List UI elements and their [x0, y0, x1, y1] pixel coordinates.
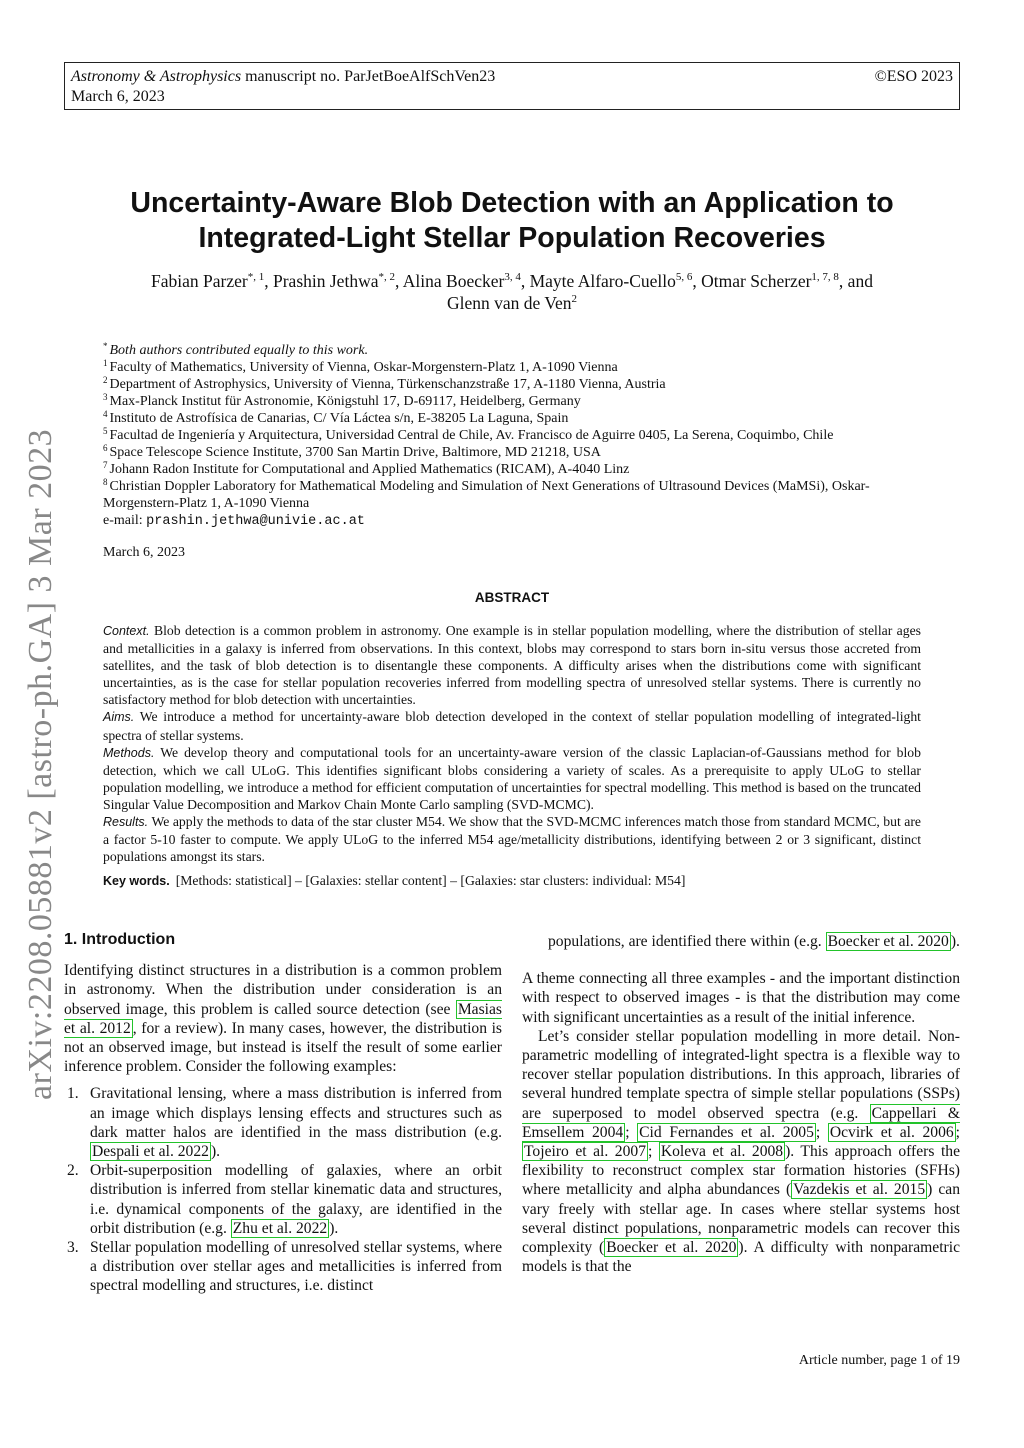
affil-text: Johann Radon Institute for Computational and Applied Mathematics (RICAM), A-4040 Linz [109, 462, 630, 477]
list-item-continuation [522, 932, 960, 951]
affil-text: Christian Doppler Laboratory for Mathematical Modeling and Simulation of Next Generations of Ultrasound Devices (MaMSi), Oskar-Morgenstern-Platz 1, A-1090 Vienna [103, 479, 870, 511]
author-affil-mark: *, 1 [247, 271, 265, 283]
context-text: Blob detection is a common problem in astronomy. One example is in stellar population modelling, where the distribution of stellar ages and metallicities in a galaxy is inferred from observations. In this context, blobs may correspond to stars born in-situ versus those accreted from satellites, and the task of blob detection is to disentangle these components. A difficulty arises when the distributions come with significant uncertainties, as is the case for stellar population recoveries inferred from modelling spectra of unresolved stellar systems. There is currently no satisfactory method for blob detection with uncertainties. [103, 623, 921, 708]
methods-label: Methods. [103, 745, 155, 760]
citation-link[interactable]: Boecker et al. 2020 [606, 1239, 737, 1257]
author-affil-mark: *, 2 [378, 271, 395, 283]
abstract-heading: ABSTRACT [474, 590, 550, 605]
affil-text: Instituto de Astrofísica de Canarias, C/ Vía Láctea s/n, E-38205 La Laguna, Spain [109, 411, 569, 426]
intro-paragraph-1 [64, 961, 502, 1076]
aims-label: Aims. [103, 710, 135, 725]
affiliation-item [103, 393, 933, 410]
results-text: We apply the methods to data of the star cluster M54. We show that the SVD-MCMC inferences match those from standard MCMC, but are a factor 5-10 faster to compute. We apply ULoG to the inferred M54 age/metallicity distributions, identifying between 2 or 3 significant, distinct populations amongst its stars. [103, 814, 921, 865]
text-run: , for a review). In many cases, however, the distribution is not an observed image, but instead is itself the result of some earlier inference problem. Consider the following examples: [64, 1019, 502, 1076]
equal-contribution-note [103, 342, 933, 359]
list-item [64, 1161, 502, 1238]
citation-link[interactable]: Koleva et al. 2008 [660, 1143, 784, 1161]
left-column [64, 930, 502, 1296]
affiliation-item [103, 461, 933, 478]
text-run: Identifying distinct structures in a distribution is a common problem in astronomy. When the distribution under consideration is an observed image, this problem is called source detection (see [64, 962, 502, 1018]
list-number: 3. [67, 1239, 79, 1257]
text-run: ). [950, 933, 960, 950]
note-text: Both authors contributed equally to this work. [109, 343, 369, 358]
citation-link[interactable]: Zhu et al. 2022 [232, 1219, 328, 1237]
author-separator: , [692, 271, 702, 291]
affil-text: Max-Planck Institut für Astronomie, Königstuhl 17, D-69117, Heidelberg, Germany [109, 394, 581, 409]
author-name: Fabian Parzer [151, 271, 248, 291]
list-number: 1. [67, 1085, 79, 1103]
author-separator: , [264, 271, 273, 291]
examples-list [64, 1084, 502, 1295]
author-affil-mark: 3, 4 [504, 271, 521, 283]
title-line-1: Uncertainty-Aware Blob Detection with an Application to [130, 187, 894, 219]
keywords-label: Key words. [103, 874, 170, 888]
abstract-body [103, 622, 921, 865]
author-separator: , [394, 271, 403, 291]
results-label: Results. [103, 815, 149, 830]
email-line [103, 512, 933, 530]
affiliation-item [103, 410, 933, 427]
arxiv-stamp: arXiv:2208.05881v2 [astro-ph.GA] 3 Mar 2023 [22, 428, 59, 1100]
citation-link[interactable]: Cappellari & Emsellem 2004 [522, 1104, 960, 1141]
text-run: ; [815, 1123, 828, 1141]
aims-text: We introduce a method for uncertainty-aware blob detection developed in the context of stellar population modelling of integrated-light spectra of stellar systems. [103, 709, 921, 743]
text-run: ). This approach offers the flexibility to reconstruct complex star formation histories (SFHs) where metallicity and alpha abundances ( [522, 1143, 961, 1199]
affil-num: 2 [103, 375, 108, 385]
author-separator: , and [838, 271, 873, 291]
header-journal-line [71, 67, 953, 87]
author-affil-mark: 1, 7, 8 [811, 271, 839, 283]
text-run: populations, are identified there within (e.g. [548, 933, 826, 950]
context-label: Context. [103, 624, 150, 638]
manuscript-number: manuscript no. ParJetBoeAlfSchVen23 [245, 68, 496, 85]
citation-link[interactable]: Boecker et al. 2020 [827, 933, 949, 950]
intro-paragraph-2: A theme connecting all three examples - and the important distinction with respect to observed images - is that the distribution may come with significant uncertainties as a result of the initial inference. [522, 970, 960, 1026]
author-name: Alina Boecker [402, 271, 505, 291]
text-run: ; [625, 1123, 638, 1141]
author-name: Glenn van de Ven [446, 293, 572, 313]
affil-num: 7 [103, 460, 108, 470]
text-run: ). [210, 1143, 221, 1161]
note-mark: * [103, 341, 108, 351]
keywords [103, 872, 921, 890]
text-run: ; [955, 1123, 961, 1141]
list-number: 2. [67, 1162, 79, 1180]
paper-title [100, 186, 924, 256]
text-run: ). A difficulty with nonparametric models is that the [522, 1239, 960, 1276]
methods-text: We develop theory and computational tools for an uncertainty-aware version of the classic Laplacian-of-Gaussians method for blob detection, which we call ULoG. This identifies significant blobs considering a variety of scales. As a prerequisite to apply ULoG to stellar population modelling, we introduce a method for efficient computation of uncertainties for spectral modelling. This method is based on the truncated Singular Value Decomposition and Markov Chain Monte Carlo sampling (SVD-MCMC). [103, 744, 921, 812]
abstract-methods [103, 744, 921, 813]
affiliation-item [103, 478, 933, 512]
page-footer: Article number, page 1 of 19 [798, 1353, 960, 1368]
text-run: ) can vary freely with stellar age. In cases where stellar systems host several distinct populations, nonparametric models can recover this complexity ( [522, 1181, 960, 1257]
title-line-2: Integrated-Light Stellar Population Recoveries [198, 222, 826, 254]
text-run: ). [329, 1219, 339, 1237]
text-run: ; [648, 1143, 659, 1161]
author-name: Mayte Alfaro-Cuello [529, 271, 676, 291]
list-item [64, 1084, 502, 1161]
affil-text: Department of Astrophysics, University of Vienna, Türkenschanzstraße 17, A-1180 Vienna, Austria [109, 377, 666, 392]
affil-num: 1 [103, 358, 108, 368]
journal-name: Astronomy & Astrophysics [71, 68, 242, 85]
citation-link[interactable]: Despali et al. 2022 [92, 1143, 209, 1161]
citation-link[interactable]: Masias et al. 2012 [64, 1000, 502, 1037]
author-separator: , [520, 271, 530, 291]
keywords-text: [Methods: statistical] – [Galaxies: stellar content] – [Galaxies: star clusters: individual: M54] [175, 873, 686, 888]
affiliation-item [103, 427, 933, 444]
citation-link[interactable]: Tojeiro et al. 2007 [524, 1143, 646, 1161]
right-column [522, 932, 960, 1276]
email-link[interactable]: prashin.jethwa@univie.ac.at [146, 514, 365, 529]
email-label: e-mail: [103, 513, 143, 528]
affil-text: Space Telescope Science Institute, 3700 San Martin Drive, Baltimore, MD 21218, USA [109, 445, 601, 460]
affil-num: 8 [103, 477, 108, 487]
text-run: Orbit-superposition modelling of galaxies, where an orbit distribution is inferred from stellar kinematic data and structures, i.e. dynamical components of the galaxy, are identified in the orbit distribution (e.g. [90, 1162, 502, 1237]
affiliation-item [103, 359, 933, 376]
affil-num: 5 [103, 426, 108, 436]
author-name: Otmar Scherzer [701, 271, 812, 291]
copyright: ©ESO 2023 [874, 68, 953, 85]
citation-link[interactable]: Vazdekis et al. 2015 [793, 1181, 926, 1199]
affiliations [103, 342, 933, 561]
section-heading: 1. Introduction [64, 931, 176, 948]
citation-link[interactable]: Ocvirk et al. 2006 [829, 1123, 954, 1141]
affiliation-item [103, 444, 933, 461]
affil-text: Facultad de Ingeniería y Arquitectura, Universidad Central de Chile, Av. Francisco de Aguirre 0405, La Serena, Coquimbo, Chile [109, 428, 834, 443]
affiliation-item [103, 376, 933, 393]
journal-header [64, 62, 960, 110]
citation-link[interactable]: Cid Fernandes et al. 2005 [639, 1123, 814, 1141]
received-date: March 6, 2023 [103, 545, 186, 560]
author-name: Prashin Jethwa [273, 271, 379, 291]
author-affil-mark: 2 [571, 293, 578, 305]
author-list [100, 270, 924, 314]
intro-paragraph-3 [522, 1027, 960, 1277]
abstract-context [103, 622, 921, 708]
affil-text: Faculty of Mathematics, University of Vienna, Oskar-Morgenstern-Platz 1, A-1090 Vienna [109, 360, 618, 375]
list-item [64, 1238, 502, 1296]
abstract-results [103, 813, 921, 865]
affil-num: 6 [103, 443, 108, 453]
affil-num: 4 [103, 409, 108, 419]
abstract-aims [103, 708, 921, 743]
text-run: Let’s consider stellar population modelling in more detail. Non-parametric modelling of integrated-light spectra is a flexible way to recover stellar population distributions. In this approach, libraries of several hundred template spectra of simple stellar populations (SSPs) are superposed to model observed spectra (e.g. [522, 1027, 960, 1122]
affil-num: 3 [103, 392, 108, 402]
author-affil-mark: 5, 6 [675, 271, 693, 283]
header-date: March 6, 2023 [71, 88, 165, 105]
text-run: Gravitational lensing, where a mass distribution is inferred from an image which displays lensing effects and structures such as dark matter halos are identified in the mass distribution (e.g. [90, 1085, 502, 1141]
text-run: Stellar population modelling of unresolved stellar systems, where a distribution over stellar ages and metallicities is inferred from spectral modelling and structures, i.e. distinct [90, 1239, 502, 1295]
